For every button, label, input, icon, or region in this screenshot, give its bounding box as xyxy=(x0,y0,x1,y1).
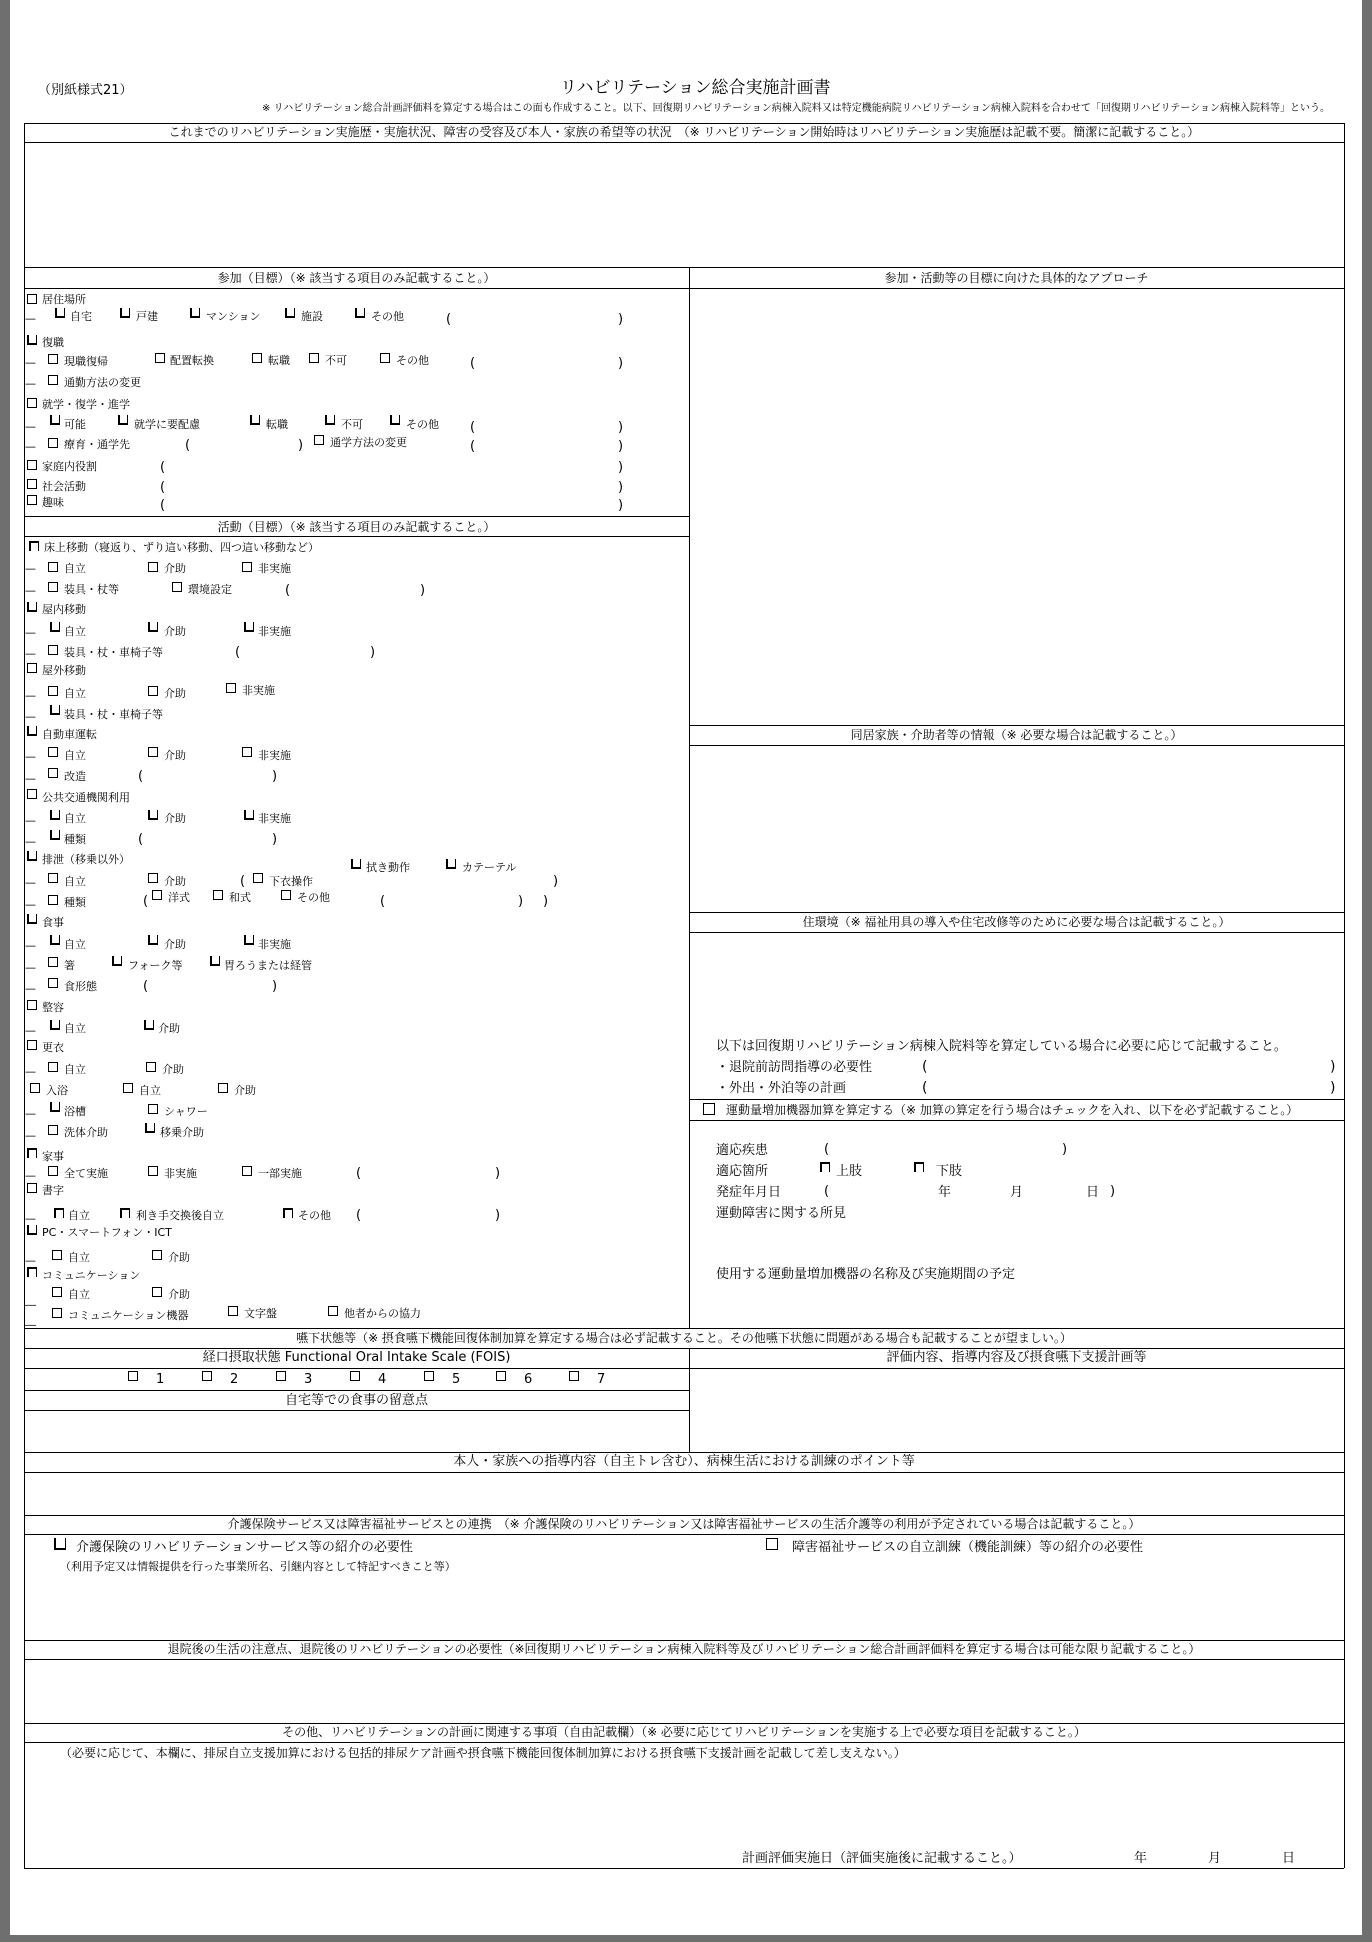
checkbox[interactable] xyxy=(29,541,39,551)
device-checkbox[interactable] xyxy=(703,1103,715,1115)
checkbox[interactable] xyxy=(283,1208,293,1218)
checkbox[interactable] xyxy=(148,562,158,572)
checkbox[interactable] xyxy=(50,810,60,820)
checkbox[interactable] xyxy=(27,1267,37,1277)
checkbox[interactable] xyxy=(48,375,58,385)
checkbox[interactable] xyxy=(48,582,58,592)
checkbox[interactable] xyxy=(27,726,37,736)
checkbox[interactable] xyxy=(228,1306,238,1316)
recovery-note: 以下は回復期リハビリテーション病棟入院料等を算定している場合に必要に応じて記載すること。 xyxy=(716,1039,1287,1054)
checkbox[interactable] xyxy=(27,663,37,673)
checkbox[interactable] xyxy=(210,956,220,966)
checkbox[interactable] xyxy=(27,294,37,304)
other-note: （必要に応じて、本欄に、排尿自立支援加算における包括的排尿ケア計画や摂食嚥下機能回復体制加算における摂食嚥下支援計画を記載して差し支えない。） xyxy=(60,1746,906,1760)
ltc-checkbox[interactable] xyxy=(54,1538,66,1550)
checkbox[interactable] xyxy=(325,415,335,425)
home-meal-heading: 自宅等での食事の留意点 xyxy=(284,1393,428,1408)
checkbox[interactable] xyxy=(48,438,58,448)
fois-checkbox-1[interactable] xyxy=(128,1371,138,1381)
checkbox[interactable] xyxy=(355,308,365,318)
checkbox[interactable] xyxy=(50,415,60,425)
checkbox[interactable] xyxy=(244,622,254,632)
checkbox[interactable] xyxy=(27,398,37,408)
fois-checkbox-3[interactable] xyxy=(276,1371,286,1381)
approach-heading: 参加・活動等の目標に向けた具体的なアプローチ xyxy=(884,271,1149,285)
checkbox[interactable] xyxy=(27,460,37,470)
checkbox[interactable] xyxy=(27,335,37,345)
checkbox[interactable] xyxy=(27,602,37,612)
checkbox[interactable] xyxy=(27,1040,37,1050)
checkbox[interactable] xyxy=(328,1306,338,1316)
checkbox[interactable] xyxy=(52,1250,62,1260)
checkbox[interactable] xyxy=(120,308,130,318)
checkbox[interactable] xyxy=(27,1183,37,1193)
form-page: （別紙様式21） リハビリテーション総合実施計画書 ※ リハビリテーション総合計画評価料を算定する場合はこの面も作成すること。以下、回復期リハビリテーション病棟入院料又は特定機能病院リハビリテーション病棟入院料を合わせて「回復期リハビリテーション病棟入院料等」という。 これまでのリハビリテーション実施歴・実施状況、障害の受容及び本人・家族の希望等の状況 （※ リハビリテーション開始時はリハビリテーション実施歴は記載不要。簡潔に記載すること。） 参加（目標）（※ 該当する項目のみ記載すること。） 居住場所 — 自宅 戸建 マンション 施設 その他 ( ) 復職 — 現職復帰 配置転換 転職 不可 その他 ( ) — 通勤方法の変更 就学・復学・進学 — 可能 就学に要配慮 転職 不可 その他 ( ) — 療育・通学先 ( ) 通学方法の変更 ( ) 家庭内役割 ( ) 社会活動 ( ) 趣味 ( ) 活動（目標）（※ 該当する項目のみ記載すること。） 床上移動（寝返り、ずり這い移動、四つ這い移動など） — 自立 介助 非実施 — 装具・杖等 環境設定 ( ) 屋内移動 — 自立 介助 非実施 — 装具・杖・車椅子等 ( ) 屋外移動 — 自立 介助 非実施 — 装具・杖・車椅子等 自動車運転 — 自立 介助 非実施 — 改造 ( ) 公共交通機関利用 — 自立 介助 非実施 — 種類 ( ) 排泄（移乗以外） 拭き動作 カテーテル — 自立 介助 ( 下衣操作 ) — 種類 ( 洋式 和式 その他 ( ) ) 食事 — 自立 介助 非実施 — 箸 フォーク等 胃ろうまたは経管 — 食形態 ( ) 整容 — 自立 介助 更衣 — 自立 介助 入浴 自立 介助 — 浴槽 シャワー — 洗体介助 移乗介助 家事 — 全て実施 非実施 一部実施 ( ) 書字 — 自立 利き手交換後自立 その他 ( ) PC・スマートフォン・ICT — 自立 介助 コミュニケーション __ 自立 介助 __ コミュニケーション機器 文字盤 他者からの協力 参加・活動等の目標に向けた具体的なアプローチ 同居家族・介助者等の情報（※ 必要な場合は記載すること。） 住環境（※ 福祉用具の導入や住宅改修等のために必要な場合は記載すること。） 以下は回復期リハビリテーション病棟入院料等を算定している場合に必要に応じて記載すること。 ・退院前訪問指導の必要性 ( ) ・外出・外泊等の計画 ( ) 運動量増加機器加算を算定する（※ 加算の算定を行う場合はチェックを入れ、以下を必ず記載すること。） 適応疾患 ( ) 適応箇所 上肢 下肢 発症年月日 ( 年 月 日 ) 運動障害に関する所見 使用する運動量増加機器の名称及び実施期間の予定 嚥下状態等（※ 摂食嚥下機能回復体制加算を算定する場合は必ず記載すること。その他嚥下状態に問題がある場合も記載することが望ましい。） 経口摂取状態 Functional Oral Intake Scale (FOIS) 評価内容、指導内容及び摂食嚥下支援計画等 1 2 3 4 5 6 7 自宅等での食事の留意点 本人・家族への指導内容（自主トレ含む）、病棟生活における訓練のポイント等 介護保険サービス又は障害福祉サービスとの連携 （※ 介護保険のリハビリテーション又は障害福祉サービスの生活介護等の利用が予定されている場合は記載すること。） 介護保険のリハビリテーションサービス等の紹介の必要性 （利用予定又は情報提供を行った事業所名、引継内容として特記すべきこと等） 障害福祉サービスの自立訓練（機能訓練）等の紹介の必要性 退院後の生活の注意点、退院後のリハビリテーションの必要性（※回復期リハビリテーション病棟入院料等及びリハビリテーション総合計画評価料を算定する場合は可能な限り記載すること。） その他、リハビリテーションの計画に関連する事項（自由記載欄）（※ 必要に応じてリハビリテーションを実施する上で必要な項目を記載すること。） （必要に応じて、本欄に、排尿自立支援加算における包括的排尿ケア計画や摂食嚥下機能回復体制加算における摂食嚥下支援計画を記載して差し支えない。） 計画評価実施日（評価実施後に記載すること。） 年 月 日 xyxy=(10,0,1362,1935)
checkbox[interactable] xyxy=(27,495,37,505)
checkbox[interactable] xyxy=(152,890,162,900)
form-number: （別紙様式21） xyxy=(38,83,133,98)
checkbox[interactable] xyxy=(48,895,58,905)
checkbox[interactable] xyxy=(218,1083,228,1093)
checkbox[interactable] xyxy=(27,1148,37,1158)
checkbox[interactable] xyxy=(50,1020,60,1030)
checkbox[interactable] xyxy=(309,353,319,363)
checkbox[interactable] xyxy=(190,308,200,318)
checkbox[interactable] xyxy=(48,747,58,757)
checkbox[interactable] xyxy=(48,686,58,696)
swallow-heading: 嚥下状態等（※ 摂食嚥下機能回復体制加算を算定する場合は必ず記載すること。その他嚥下状態に問題がある場合も記載することが望ましい。） xyxy=(296,1331,1072,1345)
checkbox[interactable] xyxy=(390,415,400,425)
checkbox[interactable] xyxy=(155,353,165,363)
eval-date-label: 計画評価実施日（評価実施後に記載すること。） xyxy=(742,1851,1022,1866)
upper-checkbox[interactable] xyxy=(820,1162,830,1172)
fois-checkbox-2[interactable] xyxy=(202,1371,212,1381)
checkbox[interactable] xyxy=(52,1308,62,1318)
page-title: リハビリテーション総合実施計画書 xyxy=(560,78,831,98)
eval-year: 年 xyxy=(1134,1851,1148,1866)
checkbox[interactable] xyxy=(27,851,37,861)
ltc-label: 介護保険のリハビリテーションサービス等の紹介の必要性 xyxy=(76,1540,413,1555)
checkbox[interactable] xyxy=(244,935,254,945)
discharge-heading: 退院後の生活の注意点、退院後のリハビリテーションの必要性（※回復期リハビリテーション病棟入院料等及びリハビリテーション総合計画評価料を算定する場合は可能な限り記載すること。） xyxy=(167,1642,1201,1656)
eval-month: 月 xyxy=(1208,1851,1222,1866)
family-heading: 同居家族・介助者等の情報（※ 必要な場合は記載すること。） xyxy=(850,728,1183,742)
checkbox[interactable] xyxy=(148,1104,158,1114)
checkbox[interactable] xyxy=(380,353,390,363)
checkbox[interactable] xyxy=(48,1062,58,1072)
eval-day: 日 xyxy=(1282,1851,1296,1866)
checkbox[interactable] xyxy=(48,978,58,988)
checkbox[interactable] xyxy=(148,935,158,945)
fois-label: 経口摂取状態 Functional Oral Intake Scale (FOIS) xyxy=(202,1350,511,1365)
checkbox[interactable] xyxy=(52,1287,62,1297)
header-note: ※ リハビリテーション総合計画評価料を算定する場合はこの面も作成すること。以下、回復期リハビリテーション病棟入院料又は特定機能病院リハビリテーション病棟入院料を合わせて「回復期リハビリテーション病棟入院料等」という。 xyxy=(262,103,1330,114)
checkbox[interactable] xyxy=(148,1166,158,1176)
device-name-label: 使用する運動量増加機器の名称及び実施期間の予定 xyxy=(716,1267,1016,1282)
guidance-heading: 本人・家族への指導内容（自主トレ含む）、病棟生活における訓練のポイント等 xyxy=(453,1454,915,1469)
welfare-checkbox[interactable] xyxy=(766,1538,778,1550)
checkbox[interactable] xyxy=(50,622,60,632)
checkbox[interactable] xyxy=(55,308,65,318)
checkbox[interactable] xyxy=(242,1166,252,1176)
checkbox[interactable] xyxy=(48,1125,58,1135)
checkbox[interactable] xyxy=(54,1208,64,1218)
onset-label: 発症年月日 xyxy=(716,1185,782,1200)
environment-heading: 住環境（※ 福祉用具の導入や住宅改修等のために必要な場合は記載すること。） xyxy=(802,915,1231,929)
checkbox[interactable] xyxy=(48,1166,58,1176)
checkbox[interactable] xyxy=(27,1225,37,1235)
checkbox[interactable] xyxy=(27,914,37,924)
fois-checkbox-7[interactable] xyxy=(569,1371,579,1381)
checkbox[interactable] xyxy=(253,873,263,883)
checkbox[interactable] xyxy=(50,705,60,715)
checkbox[interactable] xyxy=(281,890,291,900)
lower-checkbox[interactable] xyxy=(914,1162,924,1172)
findings-label: 運動障害に関する所見 xyxy=(716,1206,847,1221)
checkbox[interactable] xyxy=(144,1020,154,1030)
eval-heading: 評価内容、指導内容及び摂食嚥下支援計画等 xyxy=(886,1350,1147,1365)
outing-label: ・外出・外泊等の計画 xyxy=(716,1081,847,1096)
welfare-label: 障害福祉サービスの自立訓練（機能訓練）等の紹介の必要性 xyxy=(792,1540,1144,1555)
device-heading: 運動量増加機器加算を算定する（※ 加算の算定を行う場合はチェックを入れ、以下を必ず記載すること。） xyxy=(726,1103,1299,1117)
fois-checkbox-5[interactable] xyxy=(424,1371,434,1381)
checkbox[interactable] xyxy=(351,859,361,869)
checkbox[interactable] xyxy=(50,935,60,945)
checkbox[interactable] xyxy=(48,645,58,655)
checkbox[interactable] xyxy=(48,873,58,883)
checkbox[interactable] xyxy=(213,890,223,900)
checkbox[interactable] xyxy=(48,354,58,364)
checkbox[interactable] xyxy=(314,435,324,445)
checkbox[interactable] xyxy=(112,956,122,966)
participation-heading: 参加（目標）（※ 該当する項目のみ記載すること。） xyxy=(217,271,496,285)
disease-label: 適応疾患 xyxy=(716,1143,769,1158)
checkbox[interactable] xyxy=(242,562,252,572)
checkbox[interactable] xyxy=(48,768,58,778)
pre-visit-label: ・退院前訪問指導の必要性 xyxy=(716,1060,873,1075)
ltc-note: （利用予定又は情報提供を行った事業所名、引継内容として特記すべきこと等） xyxy=(60,1560,456,1573)
checkbox[interactable] xyxy=(226,683,236,693)
checkbox[interactable] xyxy=(48,957,58,967)
checkbox[interactable] xyxy=(148,747,158,757)
checkbox[interactable] xyxy=(27,1000,37,1010)
checkbox[interactable] xyxy=(148,810,158,820)
fois-checkbox-6[interactable] xyxy=(496,1371,506,1381)
residence-label: 居住場所 xyxy=(42,293,86,306)
checkbox[interactable] xyxy=(148,873,158,883)
checkbox[interactable] xyxy=(27,789,37,799)
checkbox[interactable] xyxy=(123,1083,133,1093)
checkbox[interactable] xyxy=(242,747,252,757)
checkbox[interactable] xyxy=(146,1062,156,1072)
care-heading: 介護保険サービス又は障害福祉サービスとの連携 （※ 介護保険のリハビリテーション又は障害福祉サービスの生活介護等の利用が予定されている場合は記載すること。） xyxy=(227,1517,1141,1531)
checkbox[interactable] xyxy=(48,562,58,572)
activity-heading: 活動（目標）（※ 該当する項目のみ記載すること。） xyxy=(217,520,496,534)
checkbox[interactable] xyxy=(30,1083,40,1093)
checkbox[interactable] xyxy=(50,1102,60,1112)
checkbox[interactable] xyxy=(50,830,60,840)
checkbox[interactable] xyxy=(152,1287,162,1297)
history-heading: これまでのリハビリテーション実施歴・実施状況、障害の受容及び本人・家族の希望等の状況 （※ リハビリテーション開始時はリハビリテーション実施歴は記載不要。簡潔に記載すること。） xyxy=(168,125,1200,139)
checkbox[interactable] xyxy=(244,810,254,820)
checkbox[interactable] xyxy=(148,622,158,632)
checkbox[interactable] xyxy=(120,1208,130,1218)
checkbox[interactable] xyxy=(252,353,262,363)
other-heading: その他、リハビリテーションの計画に関連する事項（自由記載欄）（※ 必要に応じてリハビリテーションを実施する上で必要な項目を記載すること。） xyxy=(282,1725,1086,1739)
checkbox[interactable] xyxy=(27,479,37,489)
fois-checkbox-4[interactable] xyxy=(350,1371,360,1381)
checkbox[interactable] xyxy=(145,1123,155,1133)
checkbox[interactable] xyxy=(118,415,128,425)
checkbox[interactable] xyxy=(148,686,158,696)
checkbox[interactable] xyxy=(172,582,182,592)
checkbox[interactable] xyxy=(250,415,260,425)
site-label: 適応箇所 xyxy=(716,1164,769,1179)
checkbox[interactable] xyxy=(152,1250,162,1260)
checkbox[interactable] xyxy=(446,859,456,869)
checkbox[interactable] xyxy=(285,308,295,318)
